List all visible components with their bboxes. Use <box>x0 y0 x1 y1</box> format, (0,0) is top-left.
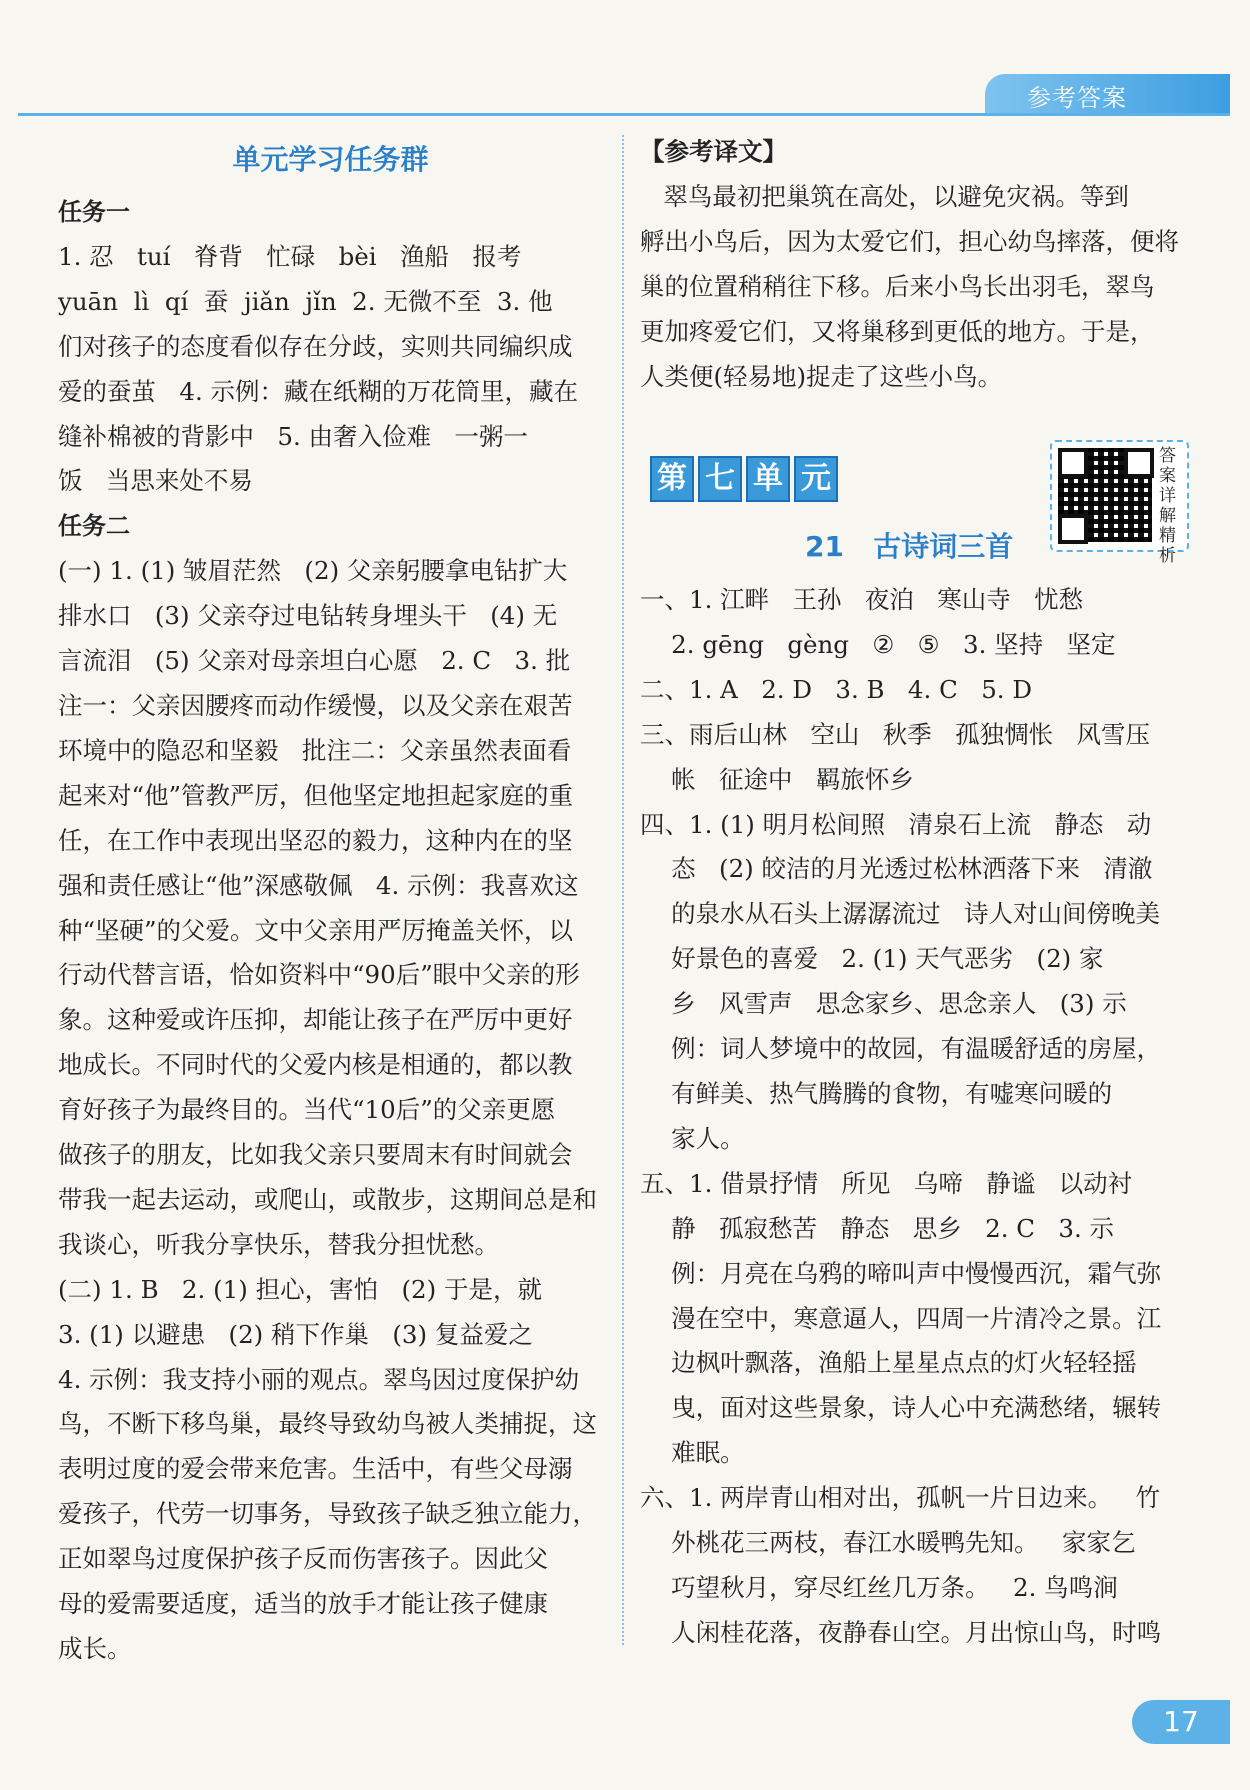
answer-line: 排水口 (3) 父亲夺过电钻转身埋头干 (4) 无 <box>58 601 558 631</box>
answer-line: 曳，面对这些景象，诗人心中充满愁绪，辗转 <box>640 1393 1162 1423</box>
answer-line: 的泉水从石头上潺潺流过 诗人对山间傍晚美 <box>640 899 1161 929</box>
answer-line: 六、1. 两岸青山相对出，孤帆一片日边来。 竹 <box>640 1483 1161 1513</box>
answer-line: 正如翠鸟过度保护孩子反而伤害孩子。因此父 <box>58 1544 548 1574</box>
chapter-char: 第 <box>650 456 694 502</box>
answer-line: 行动代替言语，恰如资料中“90后”眼中父亲的形 <box>58 960 580 990</box>
answer-line: 静 孤寂愁苦 静态 思乡 2. C 3. 示 <box>640 1213 1115 1243</box>
answer-line: 有鲜美、热气腾腾的食物，有嘘寒问暖的 <box>640 1078 1113 1108</box>
answer-line: 注一：父亲因腰疼而动作缓慢，以及父亲在艰苦 <box>58 690 573 720</box>
answer-line: 家人。 <box>640 1123 745 1153</box>
answer-line: 一、1. 江畔 王孙 夜泊 寒山寺 忧愁 <box>640 585 1084 614</box>
reference-translation-title: 【参考译文】 <box>640 137 787 166</box>
answer-line: 乡 风雪声 思念家乡、思念亲人 (3) 示 <box>640 989 1127 1019</box>
answer-line: 三、雨后山林 空山 秋季 孤独惆怅 风雪压 <box>640 719 1150 749</box>
page-number: 17 <box>1132 1700 1230 1744</box>
answer-line: 种“坚硬”的父爱。文中父亲用严厉掩盖关怀，以 <box>58 915 574 945</box>
chapter-char: 元 <box>794 456 838 502</box>
right-column <box>640 130 1185 399</box>
answer-line: 母的爱需要适度，适当的放手才能让孩子健康 <box>58 1589 548 1619</box>
left-column <box>58 130 603 1672</box>
translation-line: 巢的位置稍稍往下移。后来小鸟长出羽毛，翠鸟 <box>640 271 1155 301</box>
task1-answers <box>58 235 603 504</box>
answer-line: yuān lì qí 蚕 jiǎn jǐn 2. 无微不至 3. 他 <box>58 286 553 316</box>
answer-line: (二) 1. B 2. (1) 担心，害怕 (2) 于是，就 <box>58 1274 542 1304</box>
answer-line: 例：词人梦境中的故园，有温暖舒适的房屋， <box>640 1034 1162 1064</box>
answer-line: 做孩子的朋友，比如我父亲只要周末有时间就会 <box>58 1140 573 1170</box>
answer-line: 鸟，不断下移鸟巢，最终导致幼鸟被人类捕捉，这 <box>58 1409 597 1439</box>
answer-line: 边枫叶飘落，渔船上星星点点的灯火轻轻摇 <box>640 1348 1137 1378</box>
answer-line: 好景色的喜爱 2. (1) 天气恶劣 (2) 家 <box>640 944 1104 974</box>
qr-code-box[interactable] <box>1050 440 1189 566</box>
answer-line: 象。这种爱或许压抑，却能让孩子在严厉中更好 <box>58 1005 573 1035</box>
lesson-answers <box>640 578 1200 1656</box>
answer-line: 例：月亮在乌鸦的啼叫声中慢慢西沉，霜气弥 <box>640 1258 1162 1288</box>
chapter-banner <box>650 456 838 502</box>
answer-line: 五、1. 借景抒情 所见 乌啼 静谧 以动衬 <box>640 1168 1133 1198</box>
qr-finder-icon <box>1058 514 1088 544</box>
task2-answers <box>58 549 603 1672</box>
answer-line: 饭 当思来处不易 <box>58 466 253 496</box>
chapter-char: 单 <box>746 456 790 502</box>
answer-line: 二、1. A 2. D 3. B 4. C 5. D <box>640 674 1032 704</box>
answer-line: 任，在工作中表现出坚忍的毅力，这种内在的坚 <box>58 825 573 855</box>
answer-line: 态 (2) 皎洁的月光透过松林洒落下来 清澈 <box>640 854 1153 884</box>
translation-line: 孵出小鸟后，因为太爱它们，担心幼鸟摔落，便将 <box>640 226 1179 256</box>
answer-line: 我谈心，听我分享快乐，替我分担忧愁。 <box>58 1229 499 1259</box>
answer-line: 4. 示例：我支持小丽的观点。翠鸟因过度保护幼 <box>58 1364 580 1394</box>
answer-line: 1. 忍 tuí 脊背 忙碌 bèi 渔船 报考 <box>58 241 522 271</box>
answer-line: 成长。 <box>58 1634 132 1663</box>
header-tab <box>985 74 1230 114</box>
answer-line: 言流泪 (5) 父亲对母亲坦白心愿 2. C 3. 批 <box>58 646 571 676</box>
answer-line: 育好孩子为最终目的。当代“10后”的父亲更愿 <box>58 1095 556 1125</box>
task1-title: 任务一 <box>58 198 130 226</box>
unit-heading: 单元学习任务群 <box>232 143 429 176</box>
translation-line: 更加疼爱它们，又将巢移到更低的地方。于是， <box>640 316 1155 346</box>
lesson-title: 21 古诗词三首 <box>805 530 1014 563</box>
answer-line: 四、1. (1) 明月松间照 清泉石上流 静态 动 <box>640 809 1152 839</box>
answer-line: 难眠。 <box>640 1438 745 1468</box>
answer-line: 爱孩子，代劳一切事务，导致孩子缺乏独立能力， <box>58 1499 597 1529</box>
header-tab-label: 参考答案 <box>1027 84 1127 112</box>
header-rule <box>18 113 1230 116</box>
answer-line: 缝补棉被的背影中 5. 由奢入俭难 一粥一 <box>58 421 528 451</box>
translation-line: 翠鸟最初把巢筑在高处，以避免灾祸。等到 <box>640 181 1129 211</box>
translation-line: 人类便(轻易地)捉走了这些小鸟。 <box>640 361 1003 391</box>
answer-line: 3. (1) 以避患 (2) 稍下作巢 (3) 复益爱之 <box>58 1319 533 1349</box>
answer-line: 巧望秋月，穿尽红丝几万条。 2. 鸟鸣涧 <box>640 1572 1118 1602</box>
answer-line: 爱的蚕茧 4. 示例：藏在纸糊的万花筒里，藏在 <box>58 376 579 406</box>
answer-line: 环境中的隐忍和坚毅 批注二：父亲虽然表面看 <box>58 735 572 765</box>
qr-finder-icon <box>1124 448 1154 478</box>
chapter-char: 七 <box>698 456 742 502</box>
answer-line: 帐 征途中 羁旅怀乡 <box>640 764 914 794</box>
answer-line: 起来对“他”管教严厉，但他坚定地担起家庭的重 <box>58 780 574 810</box>
answer-line: 人闲桂花落，夜静春山空。月出惊山鸟，时鸣 <box>640 1617 1162 1647</box>
answer-line: 2. gēng gèng ② ⑤ 3. 坚持 坚定 <box>640 629 1116 659</box>
qr-finder-icon <box>1058 448 1088 478</box>
answer-line: 们对孩子的态度看似存在分歧，实则共同编织成 <box>58 331 573 361</box>
column-divider <box>622 135 624 1645</box>
task2-title: 任务二 <box>58 512 130 541</box>
answer-line: 外桃花三两枝，春江水暖鸭先知。 家家乞 <box>640 1528 1136 1558</box>
qr-label: 答案详解精析 <box>1159 446 1176 566</box>
answer-line: 强和责任感让“他”深感敬佩 4. 示例：我喜欢这 <box>58 870 579 900</box>
answer-line: 表明过度的爱会带来危害。生活中，有些父母溺 <box>58 1454 573 1484</box>
answer-line: 漫在空中，寒意逼人，四周一片清冷之景。江 <box>640 1303 1162 1333</box>
answer-line: 地成长。不同时代的父爱内核是相通的，都以教 <box>58 1050 573 1080</box>
answer-line: (一) 1. (1) 皱眉茫然 (2) 父亲躬腰拿电钻扩大 <box>58 556 568 586</box>
reference-translation <box>640 175 1185 400</box>
answer-line: 带我一起去运动，或爬山，或散步，这期间总是和 <box>58 1184 597 1214</box>
